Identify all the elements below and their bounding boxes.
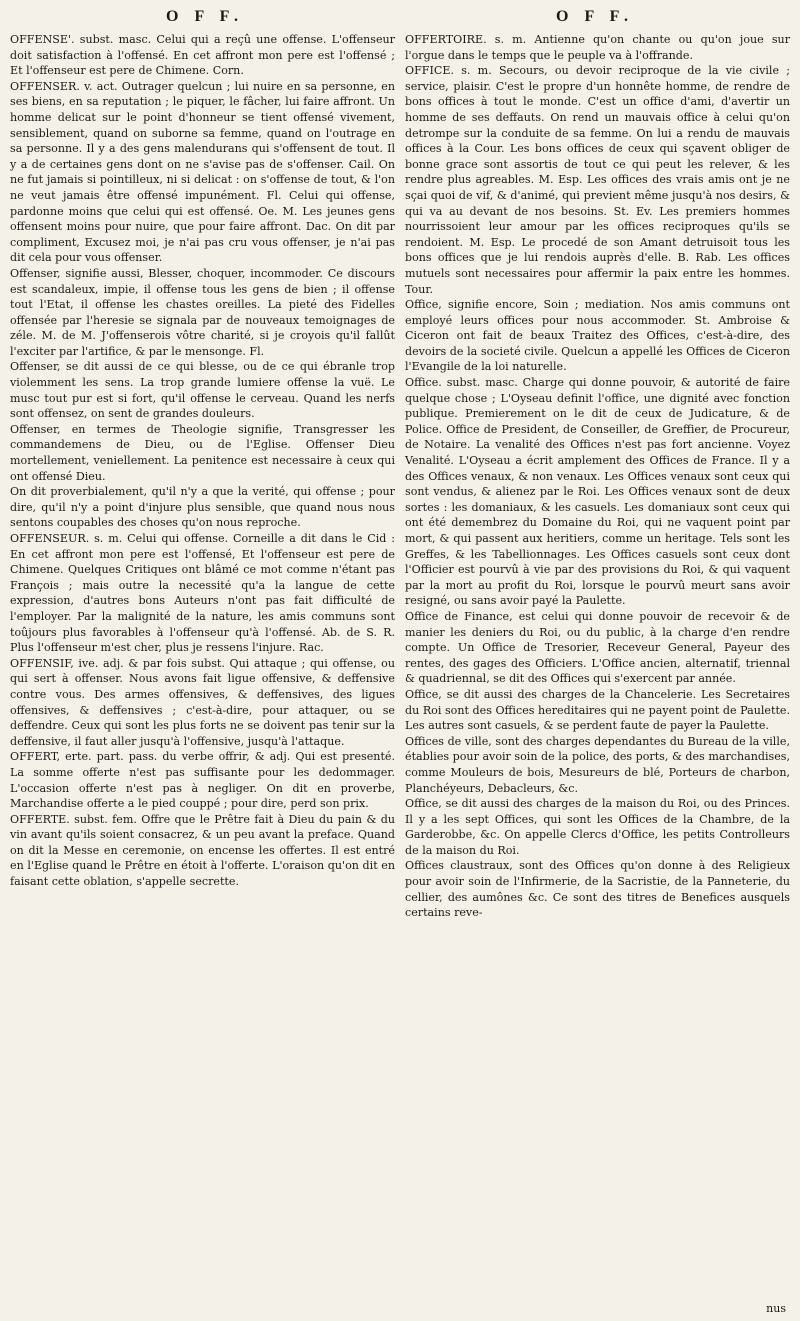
entry-offense: OFFENSE'. subst. masc. Celui qui a reçû une offense. L'offenseur doit satisfaction à l'offensé. En cet affront mon pere est l'offensé ; Et l'offenseur est pere de Chimene. Corn. <box>10 33 395 78</box>
entry-proverbe: On dit proverbialement, qu'il n'y a que la verité, qui offense ; pour dire, qu'il n'y a point d'injure plus sensible, que quand nous nous sentons coupables des choses qu'on nous reproche. <box>10 485 395 530</box>
entry-office-charge: Office. subst. masc. Charge qui donne pouvoir, & autorité de faire quelque chose ; L'Oyseau definit l'office, une dignité avec fonction publique. Premierement on le dit de ceux de Judicature, & de Police. Office de President, de Conseiller, de Greffier, de Procureur, de Notaire. La venalité des Offices n'est pas fort ancienne. Voyez Venalité. L'Oyseau a écrit amplement des Offices de France. Il y a des Offices venaux, & non venaux. Les Offices venaux sont ceux qui sont vendus, & alienez par le Roi. Les Offices venaux sont de deux sortes : les domaniaux, & les casuels. Les domaniaux sont ceux qui ont été demembrez du Domaine du Roi, qui ne vaquent point par mort, & qui passent aux heritiers, comme un heritage. Tels sont les Greffes, & les Tabellionnages. Les Offices casuels sont ceux dont l'Officier est pourvû à vie par des provisions du Roi, & qui vaquent par la mort au profit du Roi, lorsque le pourvû meurt sans avoir resigné, ou sans avoir payé la Paulette. <box>405 376 790 608</box>
entry-office-chancelerie: Office, se dit aussi des charges de la Chancelerie. Les Secretaires du Roi sont des Offices hereditaires qui ne payent point de Paulette. Les autres sont casuels, & se perdent faute de payer la Paulette. <box>405 687 790 733</box>
entry-offensif: OFFENSIF, ive. adj. & par fois subst. Qui attaque ; qui offense, ou qui sert à offenser. Nous avons fait ligue offensive, & deffensive contre vous. Des armes offensives, & deffensives, des ligues offensives, & deffensives ; c'est-à-dire, pour attaquer, ou se deffendre. Ceux qui sont les plus forts ne se doivent pas tenir sur la deffensive, il faut aller jusqu'à l'offensive, jusqu'à l'attaque. <box>10 656 395 748</box>
entry-offenser: OFFENSER. v. act. Outrager quelcun ; lui nuire en sa personne, en ses biens, en sa reputation ; le piquer, le fâcher, lui faire affront. Un homme delicat sur le point d'honneur se tient offensé vivement, sensiblement, quand on suborne sa femme, quand on l'outrage en sa personne. Il y a des gens malendurans qui s'offensent de tout. Il y a de certaines gens dont on ne s'avise pas de s'offenser. Cail. On ne fut jamais si pointilleux, ni si delicat : on s'offense de tout, & l'on ne veut jamais être offensé impunément. Fl. Celui qui offense, pardonne moins que celui qui est offensé. Oe. M. Les jeunes gens offensent moins pour nuire, que pour faire affront. Dac. On dit par compliment, Excusez moi, je n'ai pas cru vous offenser, je n'ai pas dit cela pour vous offenser. <box>10 79 395 265</box>
running-header-right: O F F. <box>556 8 634 25</box>
catchword: nus <box>766 1302 786 1315</box>
right-column <box>405 32 790 921</box>
running-header-left: O F F. <box>166 8 244 25</box>
text-columns <box>10 32 790 921</box>
left-column <box>10 32 395 921</box>
entry-offert: OFFERT, erte. part. pass. du verbe offrir, & adj. Qui est presenté. La somme offerte n'est pas suffisante pour les dedommager. L'occasion offerte n'est pas à negliger. On dit en proverbe, Marchandise offerte a le pied couppé ; pour dire, perd son prix. <box>10 750 395 811</box>
entry-offices-ville: Offices de ville, sont des charges dependantes du Bureau de la ville, établies pour avoir soin de la police, des ports, & des marchandises, comme Mouleurs de bois, Mesureurs de blé, Porteurs de charbon, Planchéyeurs, Debacleurs, &c. <box>405 734 790 795</box>
running-headers <box>10 8 790 32</box>
entry-office: OFFICE. s. m. Secours, ou devoir reciproque de la vie civile ; service, plaisir. C'est le propre d'un honnête homme, de rendre de bons offices à tout le monde. C'est un office d'ami, d'avertir un homme de ses deffauts. On rend un mauvais office à celui qu'on detrompe sur la conduite de sa femme. On lui a rendu de mauvais offices à la Cour. Les bons offices de ceux qui sçavent obliger de bonne grace sont assortis de tout ce qui peut les relever, & les rendre plus agreables. M. Esp. Les offices des vrais amis ont je ne sçai quoi de vif, & d'animé, qui previent même jusqu'à nos desirs, & qui va au devant de nos besoins. St. Ev. Les premiers hommes nourrissoient leur amour par les offices reciproques qu'ils se rendoient. M. Esp. Le procedé de son Amant detruisoit tous les bons offices que je lui rendois auprès d'elle. B. Rab. Les offices mutuels sont necessaires pour affermir la paix entre les hommes. Tour. <box>405 64 790 296</box>
entry-office-soin: Office, signifie encore, Soin ; mediation. Nos amis communs ont employé leurs offices pour nous accommoder. St. Ambroise & Ciceron ont fait de beaux Traitez des Offices, c'est-à-dire, des devoirs de la societé civile. Quelcun a appellé les Offices de Ciceron l'Evangile de la loi naturelle. <box>405 298 790 374</box>
entry-offices-claustraux: Offices claustraux, sont des Offices qu'on donne à des Religieux pour avoir soin de l'Infirmerie, de la Sacristie, de la Panneterie, du cellier, des aumônes &c. Ce sont des titres de Benefices ausquels certains reve- <box>405 859 790 920</box>
entry-offenser-theologie: Offenser, en termes de Theologie signifie, Transgresser les commandemens de Dieu, ou de l'Eglise. Offenser Dieu mortellement, veniellement. La penitence est necessaire à ceux qui ont offensé Dieu. <box>10 422 395 483</box>
entry-offenseur: OFFENSEUR. s. m. Celui qui offense. Corneille a dit dans le Cid : En cet affront mon pere est l'offensé, Et l'offenseur est pere de Chimene. Quelques Critiques ont blâmé ce mot comme n'étant pas François ; mais outre la necessité qu'a la langue de cette expression, d'autres bons Auteurs n'ont pas fait difficulté de l'employer. Par la malignité de la nature, les amis communs sont toûjours plus favorables à l'offenseur qu'à l'offensé. Ab. de S. R. Plus l'offenseur m'est cher, plus je ressens l'injure. Rac. <box>10 532 395 655</box>
entry-offenser-sens: Offenser, se dit aussi de ce qui blesse, ou de ce qui ébranle trop violemment les sens. La trop grande lumiere offense la vuë. Le musc tout pur est si fort, qu'il offense le cerveau. Quand les nerfs sont offensez, on sent de grandes douleurs. <box>10 360 395 421</box>
entry-office-finance: Office de Finance, est celui qui donne pouvoir de recevoir & de manier les deniers du Roi, ou du public, à la charge d'en rendre compte. Un Office de Tresorier, Receveur General, Payeur des rentes, des gages des Officiers. L'Office ancien, alternatif, triennal & quadriennal, se dit des Offices qui s'exercent par année. <box>405 609 790 686</box>
entry-offerte: OFFERTE. subst. fem. Offre que le Prêtre fait à Dieu du pain & du vin avant qu'ils soient consacrez, & un peu avant la preface. Quand on dit la Messe en ceremonie, on encense les offertes. Il est entré en l'Eglise quand le Prêtre en étoit à l'offerte. L'oraison qu'on dit en faisant cette oblation, s'appelle secrette. <box>10 812 395 889</box>
entry-offenser-blesser: Offenser, signifie aussi, Blesser, choquer, incommoder. Ce discours est scandaleux, impie, il offense tous les gens de bien ; il offense tout l'Etat, il offense les chastes oreilles. La pieté des Fidelles offensée par l'heresie se signala par de nouveaux temoignages de zéle. M. de M. J'offenserois vôtre charité, si je croyois qu'il fallût l'exciter par l'artifice, & par le mensonge. Fl. <box>10 266 395 358</box>
entry-offertoire: OFFERTOIRE. s. m. Antienne qu'on chante ou qu'on joue sur l'orgue dans le temps que le peuple va à l'offrande. <box>405 33 790 62</box>
entry-office-maison-roi: Office, se dit aussi des charges de la maison du Roi, ou des Princes. Il y a les sept Offices, qui sont les Offices de la Chambre, de la Garderobbe, &c. On appelle Clercs d'Office, les petits Controlleurs de la maison du Roi. <box>405 797 790 857</box>
